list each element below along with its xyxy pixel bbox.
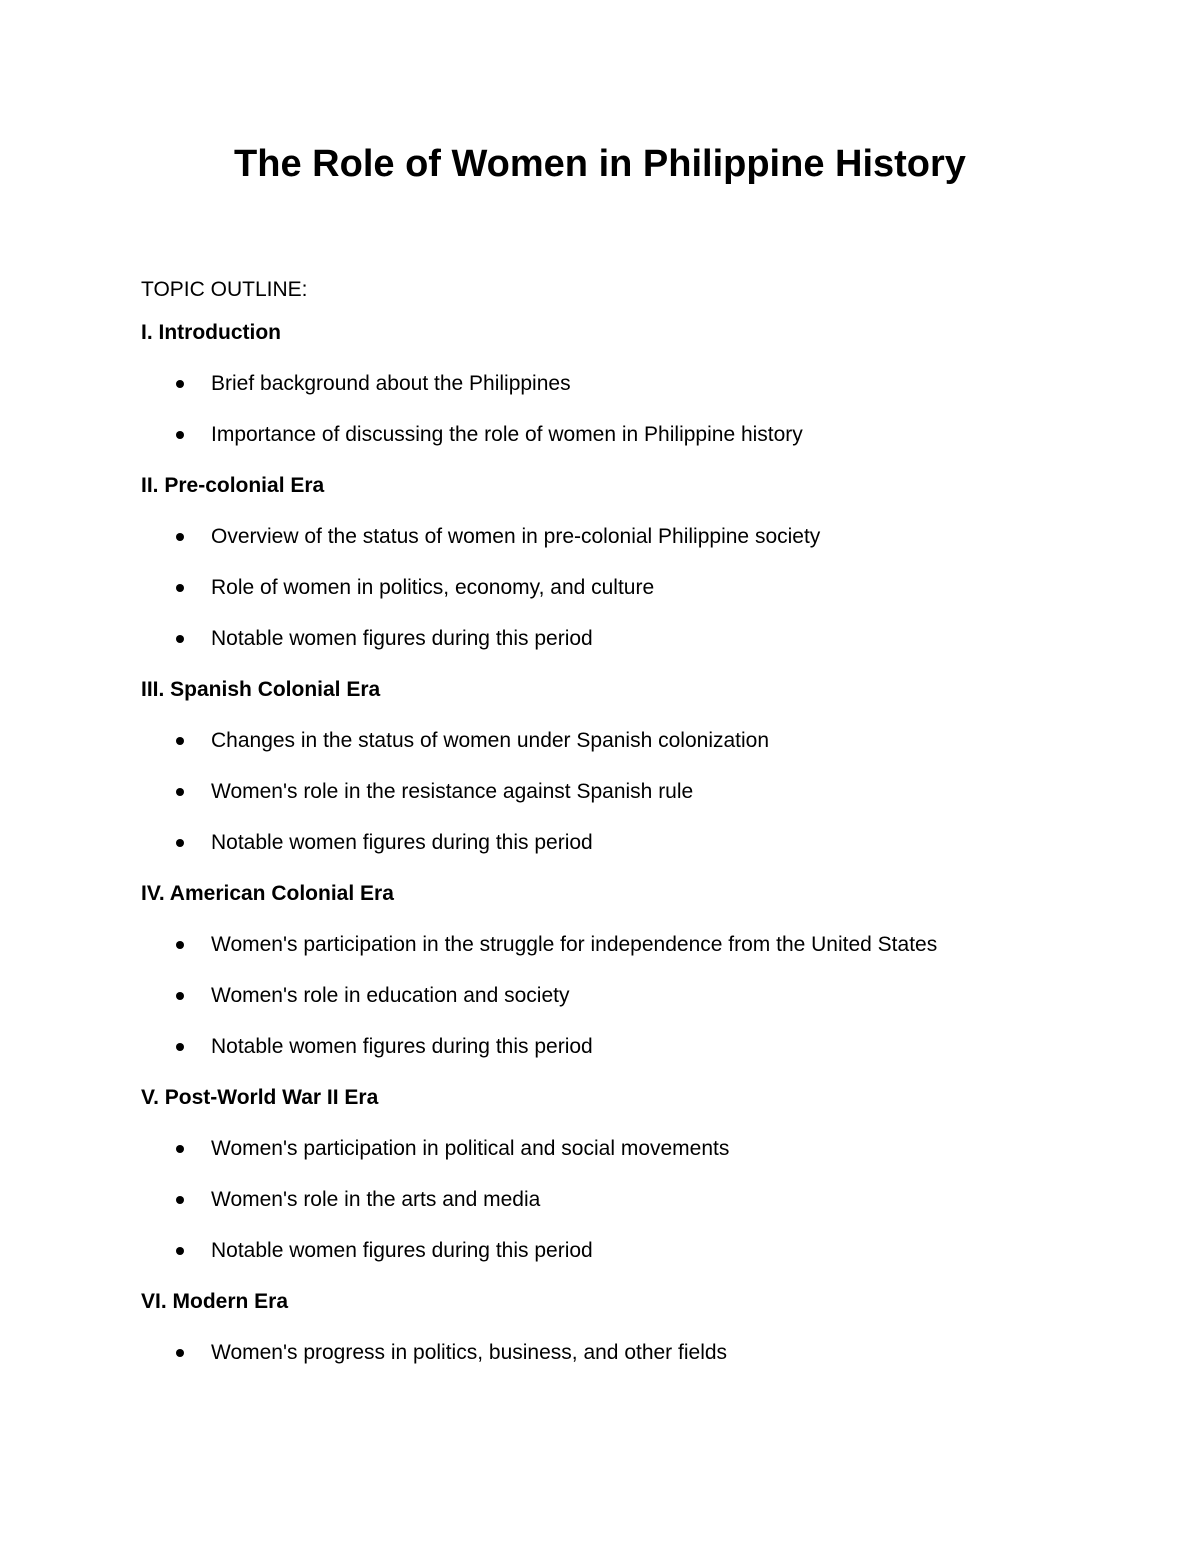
- section-heading: V. Post-World War II Era: [141, 1086, 379, 1109]
- outline-section: [141, 878, 1101, 1063]
- list-item: [141, 521, 1101, 553]
- list-item: [141, 980, 1101, 1012]
- outline-sections: [141, 317, 1101, 1369]
- section-heading: II. Pre-colonial Era: [141, 474, 325, 497]
- list-item: [141, 1184, 1101, 1216]
- bullet-list: [141, 1337, 1101, 1369]
- list-item: [141, 368, 1101, 400]
- list-item: [141, 1337, 1101, 1369]
- list-item: [141, 623, 1101, 655]
- list-item: [141, 776, 1101, 808]
- list-item-text: Notable women figures during this period: [211, 1035, 593, 1058]
- list-item-text: Women's role in education and society: [211, 984, 570, 1007]
- list-item: [141, 1235, 1101, 1267]
- bullet-list: [141, 521, 1101, 655]
- bullet-icon: [176, 635, 184, 643]
- list-item-text: Notable women figures during this period: [211, 627, 593, 650]
- bullet-icon: [176, 1247, 184, 1255]
- list-item-text: Overview of the status of women in pre-colonial Philippine society: [211, 525, 821, 548]
- list-item: [141, 827, 1101, 859]
- bullet-list: [141, 929, 1101, 1063]
- list-item-text: Women's participation in political and social movements: [211, 1137, 730, 1160]
- bullet-icon: [176, 839, 184, 847]
- outline-section: [141, 674, 1101, 859]
- outline-section: [141, 1082, 1101, 1267]
- list-item: [141, 419, 1101, 451]
- list-item: [141, 929, 1101, 961]
- bullet-icon: [176, 992, 184, 1000]
- section-heading: III. Spanish Colonial Era: [141, 678, 381, 701]
- topic-outline-label: TOPIC OUTLINE:: [141, 278, 308, 301]
- outline-section: [141, 470, 1101, 655]
- list-item: [141, 725, 1101, 757]
- outline-section: [141, 1286, 1101, 1369]
- list-item-text: Women's role in the arts and media: [211, 1188, 541, 1211]
- section-heading: VI. Modern Era: [141, 1290, 289, 1313]
- list-item-text: Women's progress in politics, business, and other fields: [211, 1341, 728, 1364]
- section-heading: I. Introduction: [141, 321, 281, 344]
- bullet-icon: [176, 737, 184, 745]
- bullet-icon: [176, 1196, 184, 1204]
- bullet-icon: [176, 1145, 184, 1153]
- bullet-icon: [176, 1349, 184, 1357]
- bullet-icon: [176, 1043, 184, 1051]
- list-item: [141, 1031, 1101, 1063]
- list-item: [141, 572, 1101, 604]
- list-item-text: Women's participation in the struggle for independence from the United States: [211, 933, 938, 956]
- list-item: [141, 1133, 1101, 1165]
- bullet-list: [141, 1133, 1101, 1267]
- list-item-text: Brief background about the Philippines: [211, 372, 571, 395]
- bullet-icon: [176, 584, 184, 592]
- list-item-text: Notable women figures during this period: [211, 1239, 593, 1262]
- page-title: The Role of Women in Philippine History: [234, 143, 966, 185]
- list-item-text: Importance of discussing the role of women in Philippine history: [211, 423, 803, 446]
- bullet-list: [141, 368, 1101, 451]
- list-item-text: Role of women in politics, economy, and culture: [211, 576, 655, 599]
- bullet-icon: [176, 788, 184, 796]
- section-heading: IV. American Colonial Era: [141, 882, 394, 905]
- list-item-text: Changes in the status of women under Spanish colonization: [211, 729, 770, 752]
- bullet-list: [141, 725, 1101, 859]
- bullet-icon: [176, 941, 184, 949]
- list-item-text: Women's role in the resistance against Spanish rule: [211, 780, 694, 803]
- bullet-icon: [176, 431, 184, 439]
- outline-content: [141, 274, 1101, 1388]
- bullet-icon: [176, 533, 184, 541]
- outline-section: [141, 317, 1101, 451]
- bullet-icon: [176, 380, 184, 388]
- list-item-text: Notable women figures during this period: [211, 831, 593, 854]
